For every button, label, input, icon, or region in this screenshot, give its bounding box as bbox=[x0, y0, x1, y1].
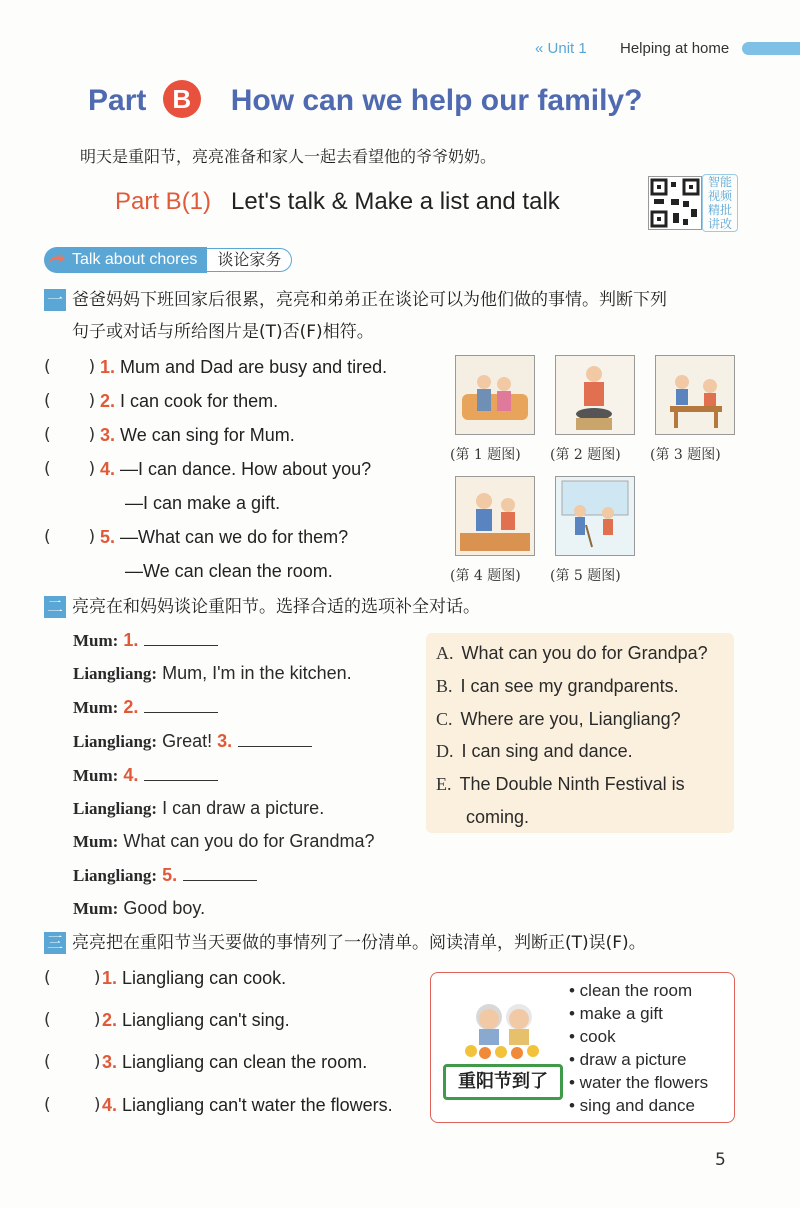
picture-cooking bbox=[555, 355, 635, 435]
s1-question-5-line-2: —We can clean the room. bbox=[125, 561, 333, 581]
page-number: 5 bbox=[715, 1150, 726, 1170]
section-1-instructions bbox=[72, 284, 762, 348]
dialogue-line-4: Liangliang: Great! 3. bbox=[73, 731, 312, 752]
s3-question-1: 1. Liangliang can cook. bbox=[102, 968, 287, 988]
dialogue-line-5: Mum: 4. bbox=[73, 765, 218, 786]
tag-english: Talk about chores bbox=[44, 247, 207, 273]
caption-3: (第 3 题图) bbox=[650, 447, 721, 463]
grandparents-illustration bbox=[459, 995, 551, 1059]
answer-blank[interactable]: ( ) bbox=[44, 391, 96, 411]
s3-question-4: 4. Liangliang can't water the flowers. bbox=[102, 1095, 393, 1115]
part-letter-badge: B bbox=[163, 80, 201, 118]
section-3-number: 三 bbox=[44, 932, 66, 954]
option-b: B. I can see my grandparents. bbox=[436, 676, 679, 696]
talk-tag bbox=[44, 247, 292, 273]
option-a: A. What can you do for Grandpa? bbox=[436, 643, 708, 663]
subtitle-text: Let's talk & Make a list and talk bbox=[231, 188, 560, 215]
dialogue-line-9: Mum: Good boy. bbox=[73, 898, 206, 918]
page-title bbox=[88, 80, 642, 118]
option-c: C. Where are you, Liangliang? bbox=[436, 709, 681, 729]
section-2-instructions: 亮亮在和妈妈谈论重阳节。选择合适的选项补全对话。 bbox=[72, 597, 480, 617]
list-item: • sing and dance bbox=[569, 1096, 695, 1115]
festival-label: 重阳节到了 bbox=[443, 1064, 563, 1100]
option-e-line-2: coming. bbox=[466, 807, 530, 827]
list-item: • draw a picture bbox=[569, 1050, 687, 1069]
section-1-number: 一 bbox=[44, 289, 66, 311]
answer-blank[interactable] bbox=[238, 732, 312, 747]
list-item: • cook bbox=[569, 1027, 616, 1046]
answer-blank[interactable]: ( ) bbox=[44, 459, 96, 479]
option-d: D. I can sing and dance. bbox=[436, 741, 633, 761]
todo-list-box bbox=[430, 972, 735, 1123]
unit-label: « Unit 1 bbox=[535, 40, 587, 57]
intro-text: 明天是重阳节，亮亮准备和家人一起去看望他的爷爷奶奶。 bbox=[80, 147, 497, 166]
unit-topic: Helping at home bbox=[620, 40, 730, 57]
dialogue-line-7: Mum: What can you do for Grandma? bbox=[73, 831, 375, 851]
arrow-icon bbox=[46, 251, 66, 269]
picture-tired-parents bbox=[455, 355, 535, 435]
options-box bbox=[426, 633, 734, 833]
caption-2: (第 2 题图) bbox=[550, 447, 621, 463]
s1-question-1: 1. Mum and Dad are busy and tired. bbox=[100, 357, 388, 377]
answer-blank[interactable]: ( ) bbox=[44, 1095, 101, 1115]
dialogue-line-6: Liangliang: I can draw a picture. bbox=[73, 798, 325, 818]
qr-label: 智能视频精批讲改 bbox=[702, 174, 738, 232]
s1-question-3: 3. We can sing for Mum. bbox=[100, 425, 295, 445]
answer-blank[interactable] bbox=[183, 866, 257, 881]
caption-1: (第 1 题图) bbox=[450, 447, 521, 463]
dialogue-line-8: Liangliang: 5. bbox=[73, 865, 257, 886]
answer-blank[interactable]: ( ) bbox=[44, 425, 96, 445]
title-prefix: Part bbox=[88, 84, 147, 117]
dialogue-line-3: Mum: 2. bbox=[73, 697, 218, 718]
section-1-line-2: 句子或对话与所给图片是(T)否(F)相符。 bbox=[72, 322, 374, 342]
section-1-line-1: 爸爸妈妈下班回家后很累，亮亮和弟弟正在谈论可以为他们做的事情。判断下列 bbox=[72, 290, 667, 310]
section-3-instructions: 亮亮把在重阳节当天要做的事情列了一份清单。阅读清单，判断正(T)误(F)。 bbox=[72, 933, 646, 953]
s3-question-3: 3. Liangliang can clean the room. bbox=[102, 1052, 368, 1072]
s1-question-5: 5. —What can we do for them? bbox=[100, 527, 349, 547]
answer-blank[interactable] bbox=[144, 698, 218, 713]
s1-question-4: 4. —I can dance. How about you? bbox=[100, 459, 372, 479]
answer-blank[interactable] bbox=[144, 766, 218, 781]
list-item: • water the flowers bbox=[569, 1073, 709, 1092]
picture-cleaning bbox=[555, 476, 635, 556]
picture-kids-gift bbox=[455, 476, 535, 556]
dialogue-line-1: Mum: 1. bbox=[73, 630, 218, 651]
option-e: E. The Double Ninth Festival is bbox=[436, 774, 685, 794]
s3-question-2: 2. Liangliang can't sing. bbox=[102, 1010, 290, 1030]
list-item: • make a gift bbox=[569, 1004, 663, 1023]
answer-blank[interactable]: ( ) bbox=[44, 1052, 101, 1072]
answer-blank[interactable]: ( ) bbox=[44, 527, 96, 547]
qr-code-icon[interactable] bbox=[648, 176, 702, 230]
picture-kids-table bbox=[655, 355, 735, 435]
tag-chinese: 谈论家务 bbox=[207, 248, 292, 272]
answer-blank[interactable] bbox=[144, 631, 218, 646]
dialogue-line-2: Liangliang: Mum, I'm in the kitchen. bbox=[73, 663, 352, 683]
title-text: How can we help our family? bbox=[230, 84, 643, 117]
subtitle bbox=[115, 188, 560, 216]
s1-question-2: 2. I can cook for them. bbox=[100, 391, 279, 411]
section-2-number: 二 bbox=[44, 596, 66, 618]
answer-blank[interactable]: ( ) bbox=[44, 357, 96, 377]
header-accent-bar bbox=[742, 42, 800, 55]
list-item: • clean the room bbox=[569, 981, 693, 1000]
caption-5: (第 5 题图) bbox=[550, 568, 621, 584]
answer-blank[interactable]: ( ) bbox=[44, 1010, 101, 1030]
s1-question-4-line-2: —I can make a gift. bbox=[125, 493, 281, 513]
answer-blank[interactable]: ( ) bbox=[44, 968, 101, 988]
subtitle-part: Part B(1) bbox=[115, 188, 212, 215]
caption-4: (第 4 题图) bbox=[450, 568, 521, 584]
